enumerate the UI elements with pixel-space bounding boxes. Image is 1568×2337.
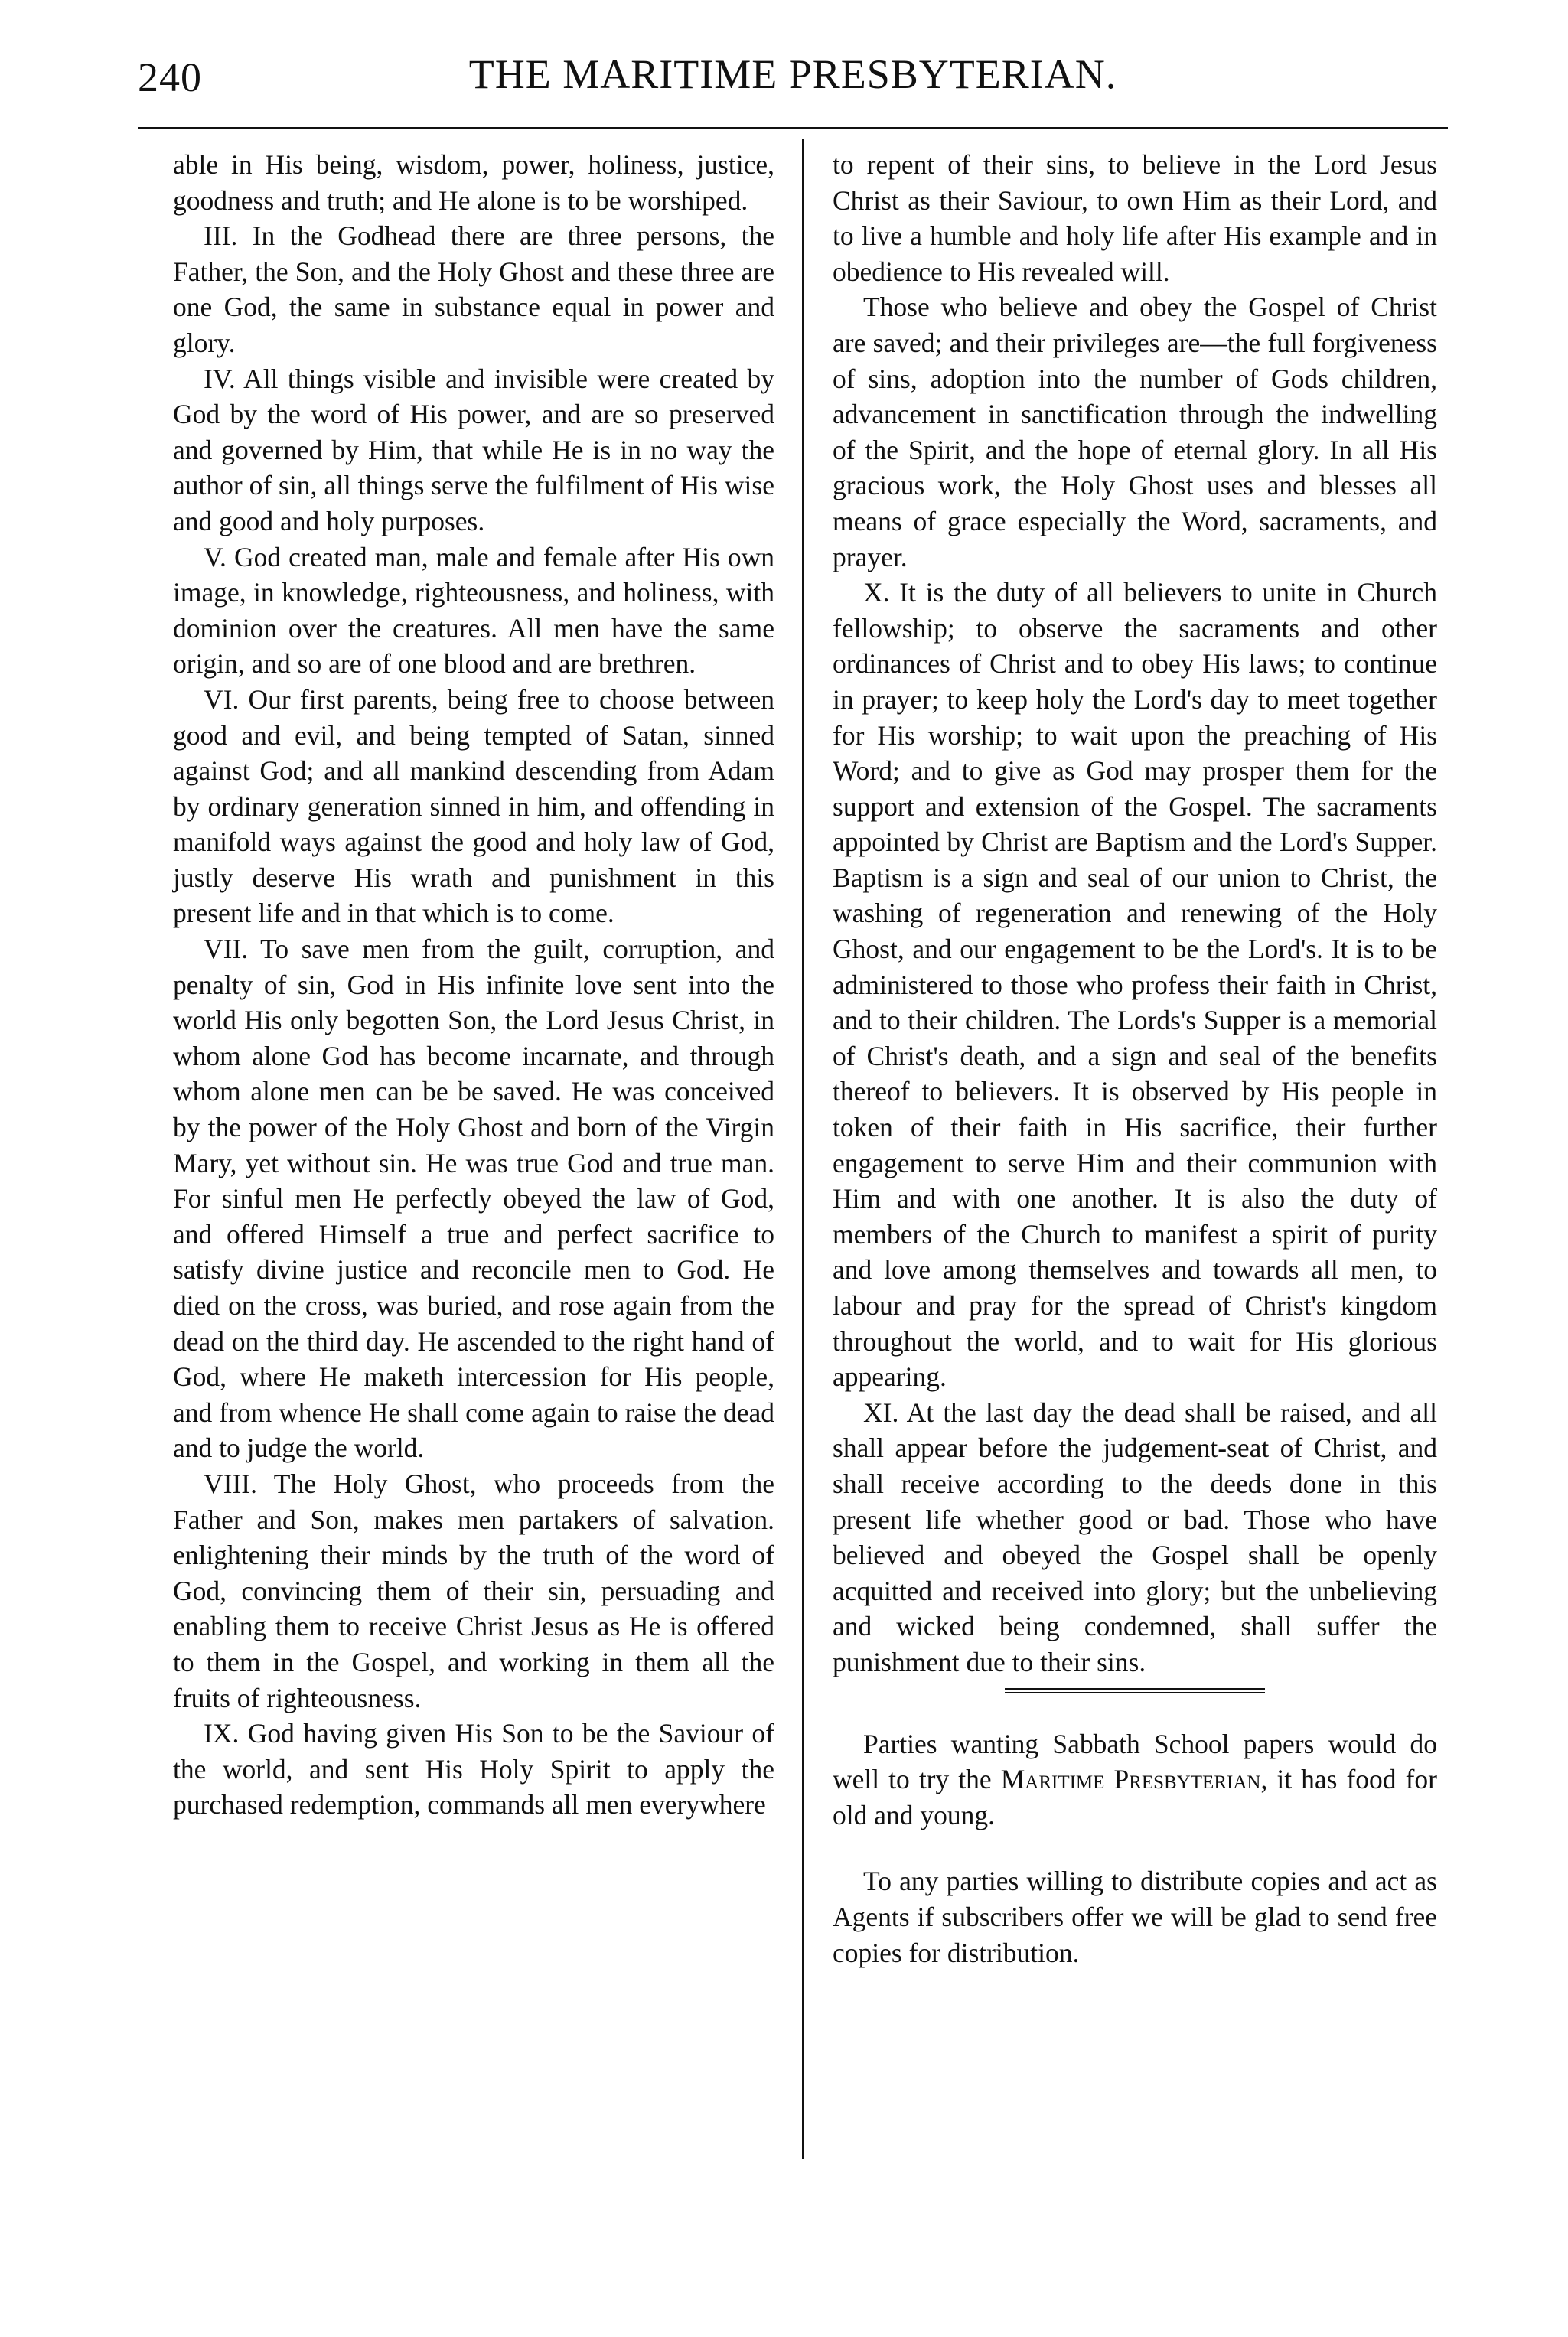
section-divider-line (1005, 1688, 1265, 1690)
left-column (173, 147, 774, 1823)
running-title: THE MARITIME PRESBYTERIAN. (468, 51, 1117, 97)
article-paragraph: IX. God having given His Son to be the Saviour of the world, and sent His Holy Spirit to apply the purchased redemption, commands all men everywhere (173, 1718, 774, 1820)
article-paragraph: XI. At the last day the dead shall be raised, and all shall appear before the judgement-seat of Christ, and shall receive according to the deeds done in this present life whether good or bad. Those who have believed and obeyed the Gospel shall be openly acquitted and received into glory; but the unbelieving and wicked being condemned, shall suffer the punishment due to their sins. (833, 1397, 1437, 1677)
article-paragraph: Those who believe and obey the Gospel of Christ are saved; and their privileges are—the full forgiveness of sins, adoption into the number of Gods children, advancement in sanctification through the indwelling of the Spirit, and the hope of eternal glory. In all His gracious work, the Holy Ghost uses and blesses all means of grace especially the Word, sacraments, and prayer. (833, 292, 1437, 572)
article-paragraph: X. It is the duty of all believers to unite in Church fellowship; to observe the sacraments and other ordinances of Christ and to obey His laws; to continue in prayer; to keep holy the Lord's day to meet together for His worship; to wait upon the preaching of His Word; and to give as God may prosper them for the support and extension of the Gospel. The sacraments appointed by Christ are Baptism and the Lord's Supper. Baptism is a sign and seal of our union to Christ, the washing of regeneration and renewing of the Holy Ghost, and our engagement to be the Lord's. It is to be administered to those who profess their faith in Christ, and to their children. The Lords's Supper is a memorial of Christ's death, and a sign and seal of the benefits thereof to believers. It is observed by His people in token of their faith in His sacrifice, their further engagement to serve Him and their communion with Him and with one another. It is also the duty of members of the Church to manifest a spirit of purity and love among themselves and towards all men, to labour and pray for the spread of Christ's kingdom throughout the world, and to wait for His glorious appearing. (833, 577, 1437, 1393)
header-rule (138, 127, 1448, 129)
section-divider-line (1005, 1692, 1265, 1693)
notice-text: , it has food for old and young. (833, 1764, 1437, 1830)
article-paragraph: V. God created man, male and female after His own image, in knowledge, righteousness, and holiness, with dominion over the creatures. All men have the same origin, and so are of one blood and are brethren. (173, 541, 774, 680)
article-paragraph: VII. To save men from the guilt, corruption, and penalty of sin, God in His infinite love sent into the world His only begotten Son, the Lord Jesus Christ, in whom alone God has become incarnate, and through whom alone men can be be saved. He was conceived by the power of the Holy Ghost and born of the Virgin Mary, yet without sin. He was true God and true man. For sinful men He perfectly obeyed the law of God, and offered Himself a true and perfect sacrifice to satisfy divine justice and reconcile men to God. He died on the cross, was buried, and rose again from the dead on the third day. He ascended to the right hand of God, where He maketh intercession for His people, and from whence He shall come again to raise the dead and to judge the world. (173, 934, 774, 1464)
article-paragraph: VIII. The Holy Ghost, who proceeds from the Father and Son, makes men partakers of salvation. enlightening their minds by the truth of the word of God, convincing them of their sin, persuading and enabling them to receive Christ Jesus as He is offered to them in the Gospel, and working in them all the fruits of righteousness. (173, 1468, 774, 1713)
article-paragraph: III. In the Godhead there are three persons, the Father, the Son, and the Holy Ghost and these three are one God, the same in substance equal in power and glory. (173, 220, 774, 358)
page-number: 240 (138, 54, 202, 100)
article-paragraph: IV. All things visible and invisible were created by God by the word of His power, and are so preserved and governed by Him, that while He is in no way the author of sin, all things serve the fulfilment of His wise and good and holy purposes. (173, 363, 774, 536)
right-column (833, 147, 1437, 1970)
page-header (138, 51, 1448, 104)
article-paragraph: able in His being, wisdom, power, holiness, justice, goodness and truth; and He alone is to be worshiped. (173, 149, 774, 216)
notice-agents: To any parties willing to distribute copies and act as Agents if subscribers offer we will be glad to send free copies for distribution. (833, 1866, 1437, 1968)
notice-text: Parties wanting Sabbath School papers would do well to try the (833, 1728, 1437, 1795)
column-divider (802, 139, 804, 2159)
article-paragraph: to repent of their sins, to believe in the Lord Jesus Christ as their Saviour, to own Him as their Lord, and to live a humble and holy life after His example and in obedience to His revealed will. (833, 149, 1437, 287)
article-paragraph: VI. Our first parents, being free to choose between good and evil, and being tempted of Satan, sinned against God; and all mankind descending from Adam by ordinary generation sinned in him, and offending in manifold ways against the good and holy law of God, justly deserve His wrath and punishment in this present life and in that which is to come. (173, 683, 774, 929)
notice-sabbath-school (833, 1726, 1437, 1833)
section-divider (833, 1688, 1437, 1696)
publication-name: Maritime Presbyterian (1000, 1764, 1261, 1795)
